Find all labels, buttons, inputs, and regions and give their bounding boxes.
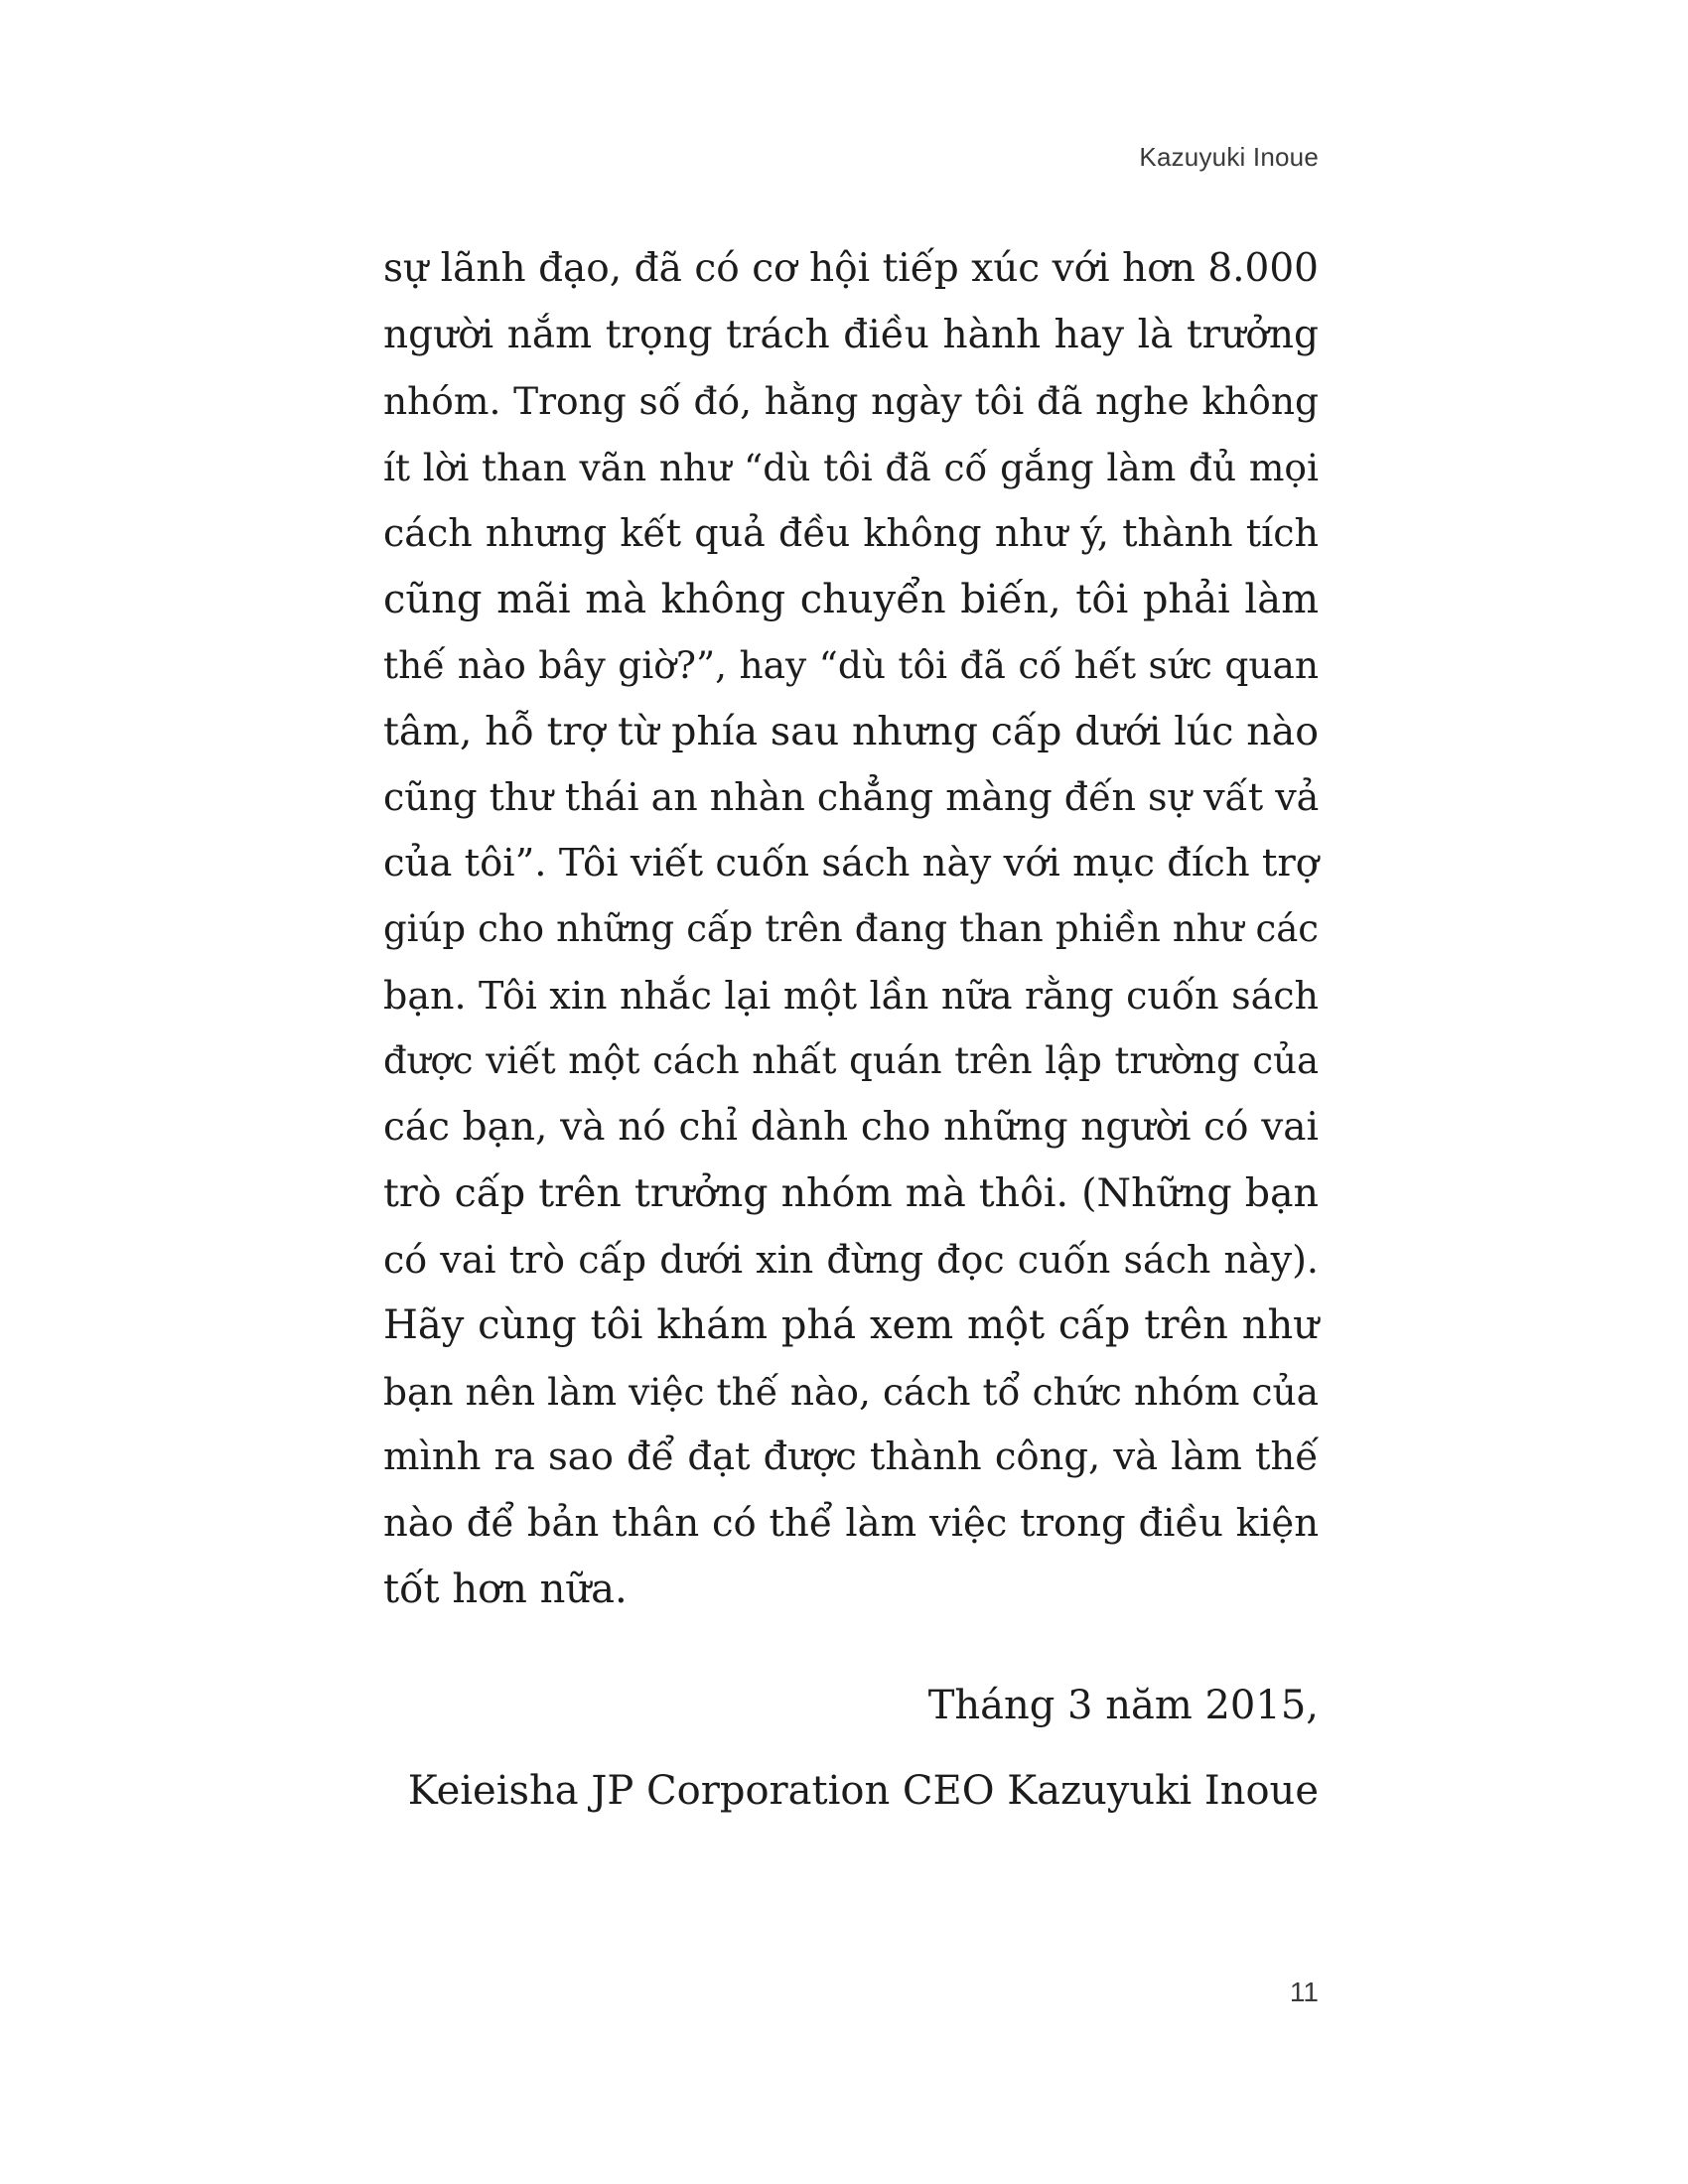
signature-date: Tháng 3 năm 2015, bbox=[927, 1683, 1319, 1728]
text-line: tâm, hỗ trợ từ phía sau nhưng cấp dưới lúc nào bbox=[383, 708, 1319, 754]
text-line: nhóm. Trong số đó, hằng ngày tôi đã nghe không bbox=[383, 379, 1319, 423]
text-line: cũng thư thái an nhàn chẳng màng đến sự vất vả bbox=[383, 775, 1320, 819]
text-line: trò cấp trên trưởng nhóm mà thôi. (Những bạn bbox=[383, 1170, 1319, 1216]
text-line: giúp cho những cấp trên đang than phiền như các bbox=[383, 907, 1319, 950]
text-line: thế nào bây giờ?”, hay “dù tôi đã cố hết sức quan bbox=[383, 643, 1319, 687]
running-header: Kazuyuki Inoue bbox=[1139, 142, 1319, 172]
text-line: Hãy cùng tôi khám phá xem một cấp trên như bbox=[383, 1302, 1319, 1348]
text-line: của tôi”. Tôi viết cuốn sách này với mục đích trợ bbox=[383, 840, 1319, 886]
signature-block bbox=[408, 1663, 1319, 1834]
body-paragraph bbox=[383, 236, 1319, 1623]
text-line: nào để bản thân có thể làm việc trong điều kiện bbox=[383, 1500, 1319, 1546]
text-line: được viết một cách nhất quán trên lập trường của bbox=[383, 1039, 1319, 1082]
text-line: mình ra sao để đạt được thành công, và làm thế bbox=[383, 1434, 1319, 1479]
page-number: 11 bbox=[1289, 1977, 1319, 2007]
signature-author: Keieisha JP Corporation CEO Kazuyuki Inoue bbox=[407, 1768, 1319, 1814]
text-line: bạn. Tôi xin nhắc lại một lần nữa rằng cuốn sách bbox=[383, 973, 1319, 1018]
text-line: cũng mãi mà không chuyển biến, tôi phải làm bbox=[383, 576, 1319, 622]
text-line: người nắm trọng trách điều hành hay là trưởng bbox=[383, 312, 1319, 357]
text-line: sự lãnh đạo, đã có cơ hội tiếp xúc với hơn 8.000 bbox=[383, 246, 1319, 291]
text-line: tốt hơn nữa. bbox=[383, 1567, 628, 1612]
text-line: các bạn, và nó chỉ dành cho những người có vai bbox=[383, 1104, 1319, 1150]
text-line: bạn nên làm việc thế nào, cách tổ chức nhóm của bbox=[383, 1369, 1319, 1414]
text-line: ít lời than vãn như “dù tôi đã cố gắng làm đủ mọi bbox=[383, 445, 1319, 489]
text-line: có vai trò cấp dưới xin đừng đọc cuốn sách này). bbox=[383, 1237, 1319, 1282]
text-line: cách nhưng kết quả đều không như ý, thành tích bbox=[383, 511, 1319, 555]
